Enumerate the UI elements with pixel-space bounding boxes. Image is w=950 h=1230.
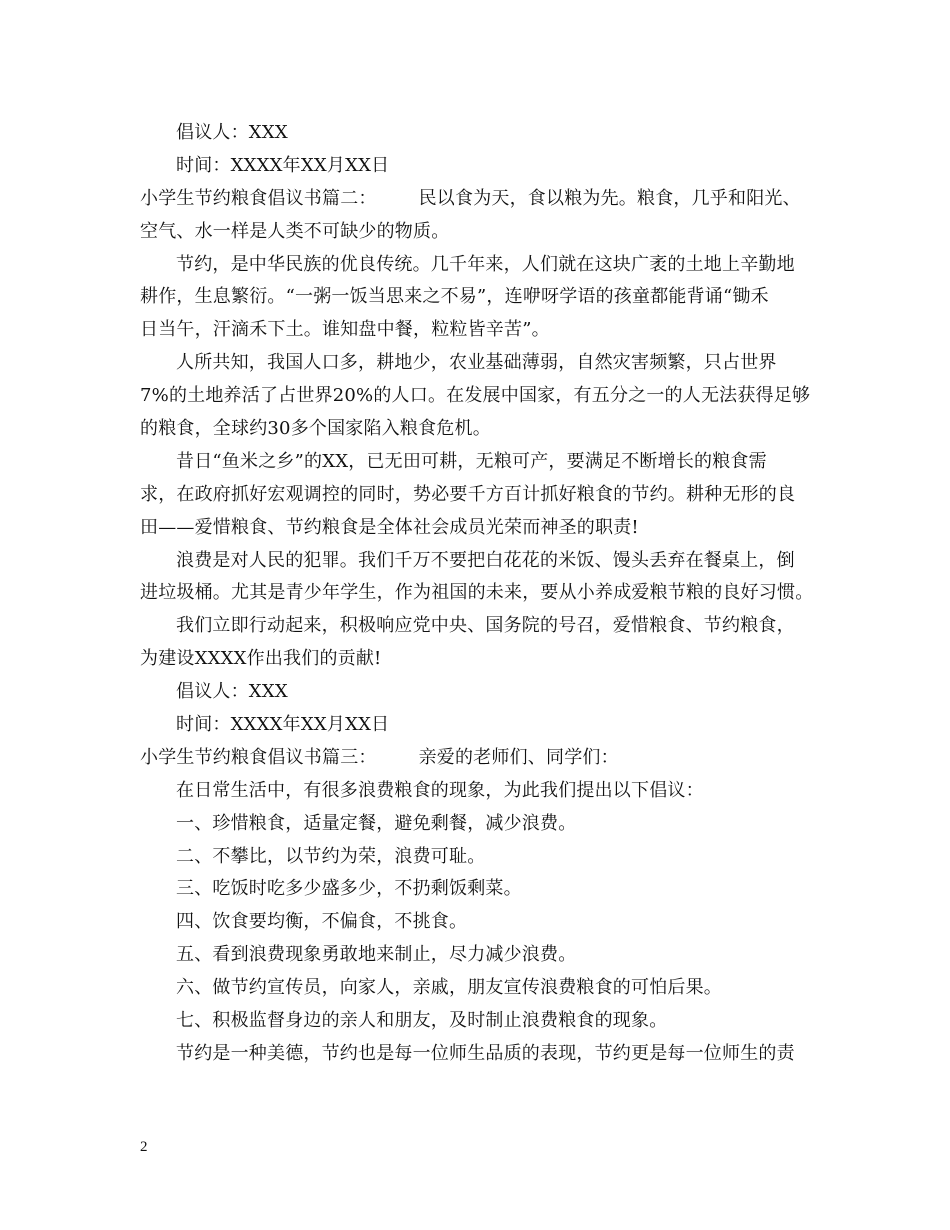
text-line: [140, 347, 830, 380]
text-line: [140, 676, 830, 709]
text-line: [140, 183, 830, 216]
text-line-content: 昔日“鱼米之乡”的XX，已无田可耕，无粮可产，要满足不断增长的粮食需: [176, 450, 767, 472]
text-line-content: 倡议人：XXX: [176, 681, 288, 703]
text-line: [140, 117, 830, 150]
text-line: [140, 873, 830, 906]
text-line-content: 求，在政府抓好宏观调控的同时，势必要千方百计抓好粮食的节约。耕种无形的良: [140, 483, 796, 505]
text-line-content: 二、不攀比，以节约为荣，浪费可耻。: [176, 845, 486, 867]
text-line: [140, 1038, 830, 1071]
text-line-content: 进垃圾桶。尤其是青少年学生，作为祖国的未来，要从小养成爱粮节粮的良好习惯。: [140, 582, 814, 604]
text-line: [140, 906, 830, 939]
text-line: [140, 512, 830, 545]
document-body: [140, 117, 830, 1071]
text-line: [140, 709, 830, 742]
text-line-content: 一、珍惜粮食，适量定餐，避免剩餐，减少浪费。: [176, 812, 577, 834]
text-line: [140, 249, 830, 282]
text-line: [140, 742, 830, 775]
text-line-content: 空气、水一样是人类不可缺少的物质。: [140, 220, 450, 242]
text-line: [140, 643, 830, 676]
text-line-content: 时间：XXXX年XX月XX日: [176, 154, 390, 176]
text-line: [140, 841, 830, 874]
text-line-content: 倡议人：XXX: [176, 122, 288, 143]
text-line-content: 节约，是中华民族的优良传统。几千年来，人们就在这块广袤的土地上辛勤地: [176, 253, 795, 275]
text-line-content: 浪费是对人民的犯罪。我们千万不要把白花花的米饭、馒头丢弃在餐桌上，倒: [176, 549, 795, 571]
text-line: [140, 314, 830, 347]
text-line-content: 耕作，生息繁衍。“一粥一饭当思来之不易”，连咿呀学语的孩童都能背诵“锄禾: [140, 286, 769, 308]
text-line: [140, 545, 830, 578]
text-line-content: 我们立即行动起来，积极响应党中央、国务院的号召，爱惜粮食、节约粮食，: [176, 615, 795, 637]
text-line-content: 日当午，汗滴禾下土。谁知盘中餐，粒粒皆辛苦”。: [140, 319, 550, 341]
text-line: [140, 775, 830, 808]
text-line-content: 节约是一种美德，节约也是每一位师生品质的表现，节约更是每一位师生的责: [176, 1042, 795, 1064]
text-line: [140, 479, 830, 512]
text-line-content: 小学生节约粮食倡议书篇二：: [140, 187, 377, 209]
text-line-content: 在日常生活中，有很多浪费粮食的现象，为此我们提出以下倡议：: [176, 779, 704, 801]
text-line: [140, 446, 830, 479]
text-line-content: 小学生节约粮食倡议书篇三：: [140, 746, 377, 768]
text-line-continuation: 民以食为天，食以粮为先。粮食，几乎和阳光、: [418, 187, 801, 209]
text-line: [140, 150, 830, 183]
text-line: [140, 281, 830, 314]
text-line-content: 田——爱惜粮食、节约粮食是全体社会成员光荣而神圣的职责!: [140, 516, 639, 538]
text-line: [140, 972, 830, 1005]
text-line-content: 的粮食，全球约30多个国家陷入粮食危机。: [140, 418, 491, 440]
text-line-continuation: 亲爱的老师们、同学们：: [418, 746, 619, 768]
text-line: [140, 1005, 830, 1038]
text-line-content: 三、吃饭时吃多少盛多少，不扔剩饭剩菜。: [176, 878, 522, 900]
text-line: [140, 413, 830, 446]
text-line: [140, 939, 830, 972]
text-line-content: 四、饮食要均衡，不偏食，不挑食。: [176, 911, 468, 933]
text-line-content: 时间：XXXX年XX月XX日: [176, 714, 390, 736]
text-line-content: 人所共知，我国人口多，耕地少，农业基础薄弱，自然灾害频繁，只占世界: [176, 352, 777, 374]
text-line: [140, 610, 830, 643]
page-number: 2: [140, 1139, 148, 1155]
text-line: [140, 380, 830, 413]
text-line-content: 为建设XXXX作出我们的贡献!: [140, 648, 382, 670]
text-line: [140, 808, 830, 841]
text-line-content: 七、积极监督身边的亲人和朋友，及时制止浪费粮食的现象。: [176, 1010, 668, 1032]
text-line: [140, 577, 830, 610]
text-line-content: 五、看到浪费现象勇敢地来制止，尽力减少浪费。: [176, 944, 577, 966]
text-line-content: 六、做节约宣传员，向家人，亲戚，朋友宣传浪费粮食的可怕后果。: [176, 977, 722, 999]
text-line-content: 7%的土地养活了占世界20%的人口。在发展中国家，有五分之一的人无法获得足够: [140, 385, 811, 407]
text-line: [140, 216, 830, 249]
